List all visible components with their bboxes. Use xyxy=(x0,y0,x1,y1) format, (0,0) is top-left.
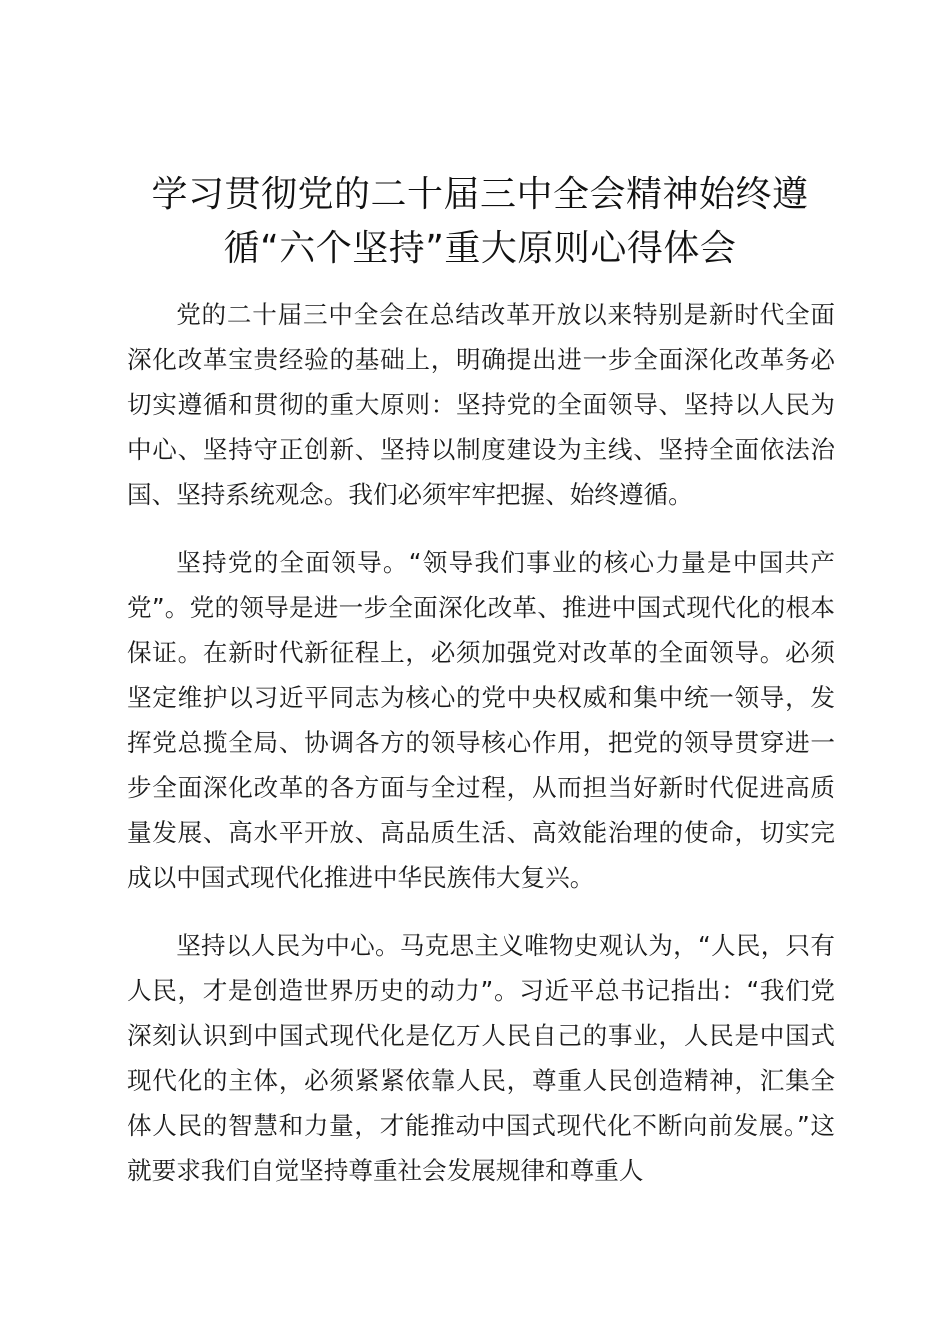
document-body xyxy=(127,292,835,1216)
title-line-2: 循“六个坚持”重大原则心得体会 xyxy=(223,228,737,269)
document-title xyxy=(120,168,840,276)
paragraph-intro: 党的二十届三中全会在总结改革开放以来特别是新时代全面深化改革宝贵经验的基础上，明确提出进一步全面深化改革务必切实遵循和贯彻的重大原则：坚持党的全面领导、坚持以人民为中心、坚持守正创新、坚持以制度建设为主线、坚持全面依法治国、坚持系统观念。我们必须牢牢把握、始终遵循。 xyxy=(127,300,835,509)
title-line-1: 学习贯彻党的二十届三中全会精神始终遵 xyxy=(151,174,809,215)
paragraph-party-leadership: 坚持党的全面领导。“领导我们事业的核心力量是中国共产党”。党的领导是进一步全面深化改革、推进中国式现代化的根本保证。在新时代新征程上，必须加强党对改革的全面领导。必须坚定维护以习近平同志为核心的党中央权威和集中统一领导，发挥党总揽全局、协调各方的领导核心作用，把党的领导贯穿进一步全面深化改革的各方面与全过程，从而担当好新时代促进高质量发展、高水平开放、高品质生活、高效能治理的使命，切实完成以中国式现代化推进中华民族伟大复兴。 xyxy=(127,548,835,892)
paragraph-people-centered: 坚持以人民为中心。马克思主义唯物史观认为，“人民，只有人民，才是创造世界历史的动力”。习近平总书记指出：“我们党深刻认识到中国式现代化是亿万人民自己的事业，人民是中国式现代化的主体，必须紧紧依靠人民，尊重人民创造精神，汇集全体人民的智慧和力量，才能推动中国式现代化不断向前发展。”这就要求我们自觉坚持尊重社会发展规律和尊重人 xyxy=(127,931,835,1185)
